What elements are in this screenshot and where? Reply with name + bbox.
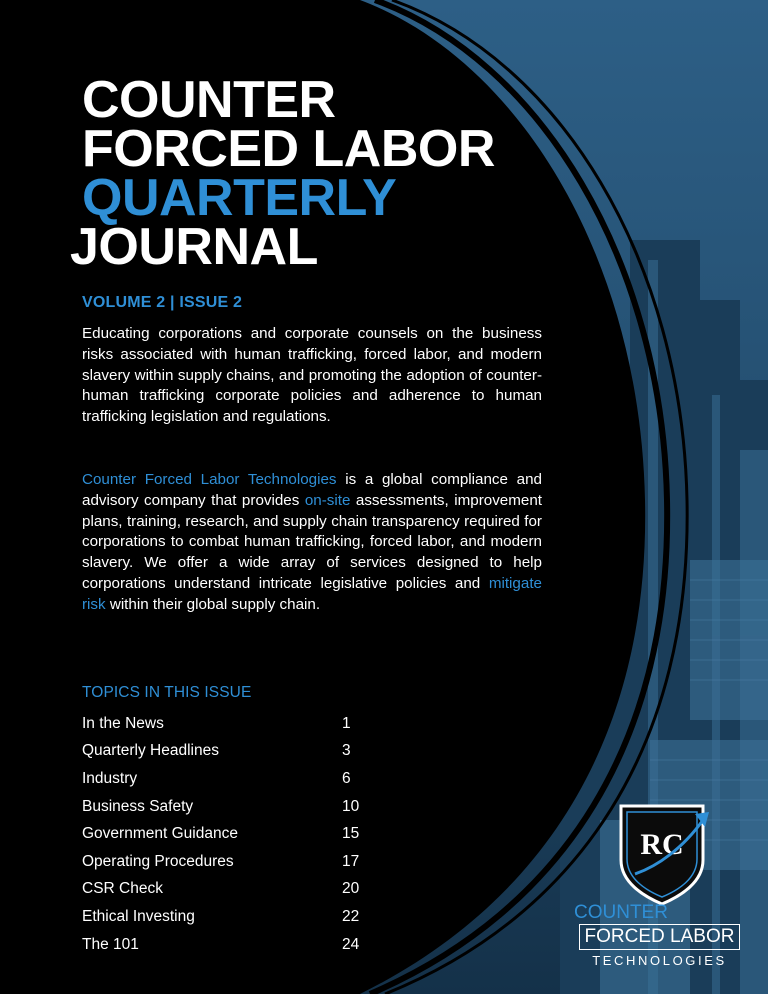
toc-label: Industry bbox=[82, 769, 138, 787]
toc-page: 3 bbox=[342, 742, 351, 760]
about-text-c: within their global supply chain. bbox=[105, 595, 321, 613]
mitigate-risk-link[interactable]: mitigate risk bbox=[82, 574, 542, 613]
toc-label: Ethical Investing bbox=[82, 907, 195, 925]
toc-item[interactable] bbox=[82, 848, 372, 876]
toc-page: 20 bbox=[342, 880, 360, 898]
intro-paragraph: Educating corporations and corporate counsels on the business risks associated with human trafficking, forced labor, and modern slavery within supply chains, and promoting the adoption of counter-human trafficking corporate policies and adherence to human trafficking legislation and regulations. bbox=[82, 325, 542, 426]
about-paragraph bbox=[82, 470, 542, 616]
title-line-1: COUNTER bbox=[82, 71, 336, 129]
toc-label: Operating Procedures bbox=[82, 852, 234, 870]
toc-page: 15 bbox=[342, 825, 360, 843]
toc-label: Quarterly Headlines bbox=[82, 742, 219, 760]
toc-label: The 101 bbox=[82, 935, 139, 953]
logo-line-2: FORCED LABOR bbox=[579, 924, 741, 950]
title-line-4: JOURNAL bbox=[70, 218, 318, 276]
toc-page: 22 bbox=[342, 907, 360, 925]
toc-page: 17 bbox=[342, 852, 360, 870]
toc-item[interactable] bbox=[82, 876, 372, 904]
about-text-b: assessments, improvement plans, training, research, and supply chain transparency required for corporations to combat human trafficking, forced labor, and modern slavery. We offer a wide array of services designed to help corporations understand intricate legislative policies and bbox=[82, 491, 542, 592]
table-of-contents bbox=[82, 710, 372, 958]
toc-page: 10 bbox=[342, 797, 360, 815]
onsite-link[interactable]: on-site bbox=[304, 491, 351, 509]
company-logo-text bbox=[572, 902, 747, 968]
toc-label: Government Guidance bbox=[82, 825, 238, 843]
logo-line-3: TECHNOLOGIES bbox=[592, 953, 727, 968]
toc-label: In the News bbox=[82, 714, 164, 732]
company-name: Counter Forced Labor Technologies bbox=[82, 471, 337, 488]
journal-title bbox=[70, 71, 495, 276]
logo-line-1: COUNTER bbox=[574, 902, 668, 923]
title-line-3: QUARTERLY bbox=[82, 169, 397, 227]
toc-item[interactable] bbox=[82, 793, 372, 821]
toc-page: 1 bbox=[342, 714, 351, 732]
toc-item[interactable] bbox=[82, 765, 372, 793]
title-line-2: FORCED LABOR bbox=[82, 120, 495, 178]
volume-issue: VOLUME 2 | ISSUE 2 bbox=[82, 294, 243, 311]
toc-item[interactable] bbox=[82, 820, 372, 848]
toc-page: 6 bbox=[342, 769, 351, 787]
toc-label: CSR Check bbox=[82, 880, 163, 898]
toc-item[interactable] bbox=[82, 931, 372, 959]
toc-page: 24 bbox=[342, 935, 360, 953]
about-text-a: is a global compliance and advisory company that provides bbox=[82, 471, 542, 509]
toc-item[interactable] bbox=[82, 903, 372, 931]
topics-heading: TOPICS IN THIS ISSUE bbox=[82, 684, 252, 701]
logo-monogram: RC bbox=[640, 828, 684, 861]
toc-item[interactable] bbox=[82, 738, 372, 766]
toc-label: Business Safety bbox=[82, 797, 194, 815]
toc-item[interactable] bbox=[82, 710, 372, 738]
